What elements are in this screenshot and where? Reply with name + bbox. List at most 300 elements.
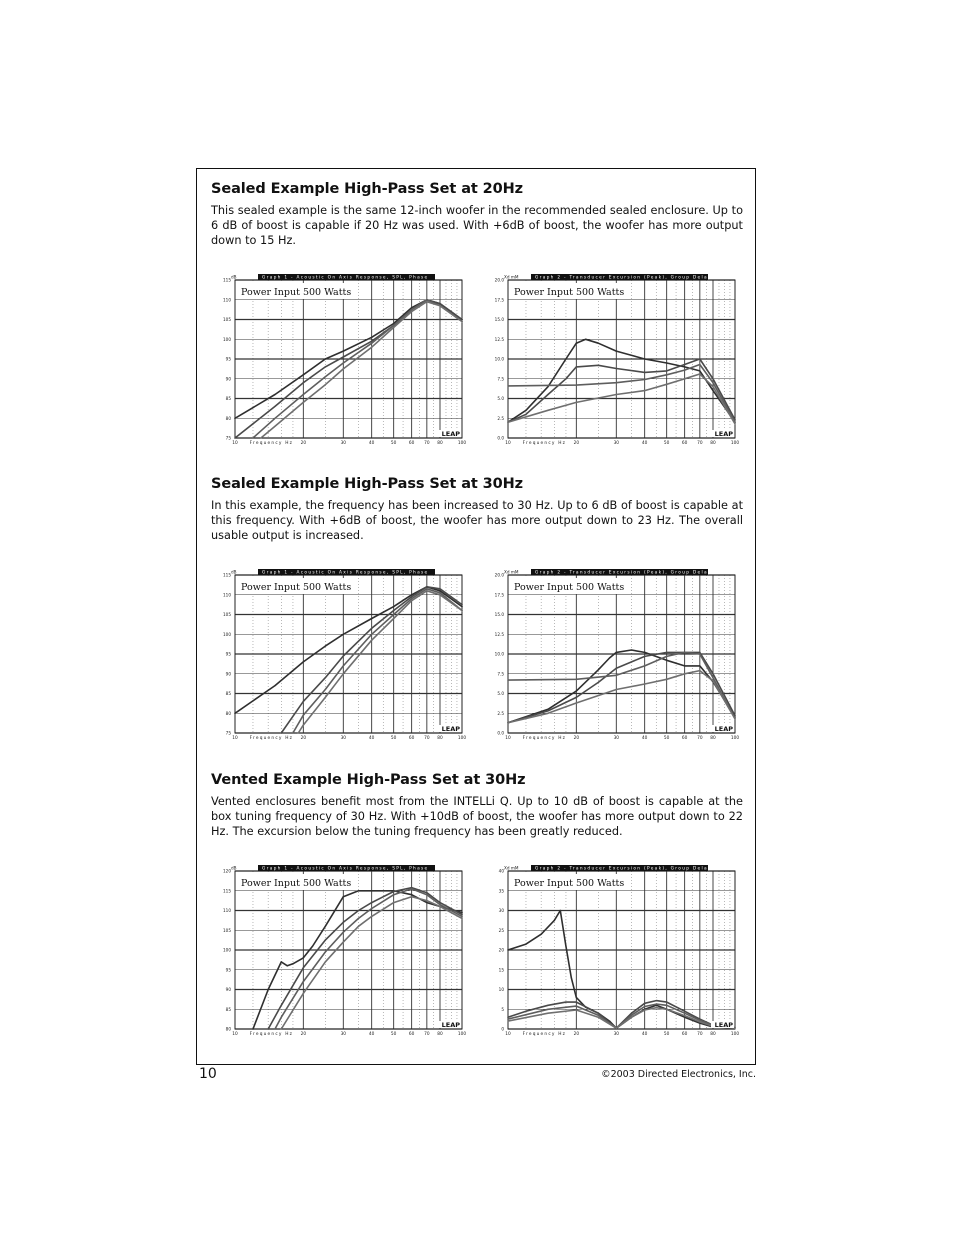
data-point	[287, 965, 288, 966]
data-point	[461, 321, 462, 322]
data-point	[268, 1028, 269, 1029]
x-tick-label: 30	[613, 441, 620, 446]
x-tick-label: 50	[390, 736, 397, 741]
data-point	[507, 680, 508, 681]
x-tick-label: 80	[710, 441, 716, 446]
data-point	[699, 364, 700, 365]
data-point	[712, 390, 713, 391]
data-point	[631, 1015, 632, 1016]
leap-logo: LEAP	[714, 725, 733, 733]
chart-spl-sealed-20hz	[218, 271, 466, 449]
data-point	[644, 656, 645, 657]
data-point	[547, 709, 548, 710]
data-point	[666, 656, 667, 657]
y-tick-label: 10.0	[494, 651, 504, 657]
data-point	[343, 922, 344, 923]
data-point	[666, 679, 667, 680]
y-tick-label: 17.5	[494, 592, 504, 598]
series-line	[235, 300, 462, 438]
y-tick-label: 17.5	[494, 297, 504, 303]
data-point	[666, 374, 667, 375]
data-point	[644, 1009, 645, 1010]
section-sealed-20hz	[211, 181, 743, 248]
data-point	[576, 402, 577, 403]
data-point	[234, 418, 235, 419]
data-point	[343, 362, 344, 363]
data-point	[507, 949, 508, 950]
x-tick-label: 60	[408, 441, 415, 446]
y-tick-label: 85	[225, 691, 231, 696]
y-tick-label: 12.5	[494, 336, 504, 342]
chart-header: Graph 2 - Transducer Excursion (Peak), Group Delay	[535, 866, 712, 872]
data-point	[616, 1028, 617, 1029]
x-tick-label: 80	[437, 441, 443, 446]
chart-header: Graph 1 - Acoustic On Axis Response, SPL, Phase	[262, 570, 429, 576]
data-point	[411, 596, 412, 597]
data-point	[547, 710, 548, 711]
data-point	[734, 1028, 735, 1029]
data-point	[426, 902, 427, 903]
data-point	[312, 945, 313, 946]
data-point	[644, 390, 645, 391]
data-point	[252, 437, 253, 438]
x-tick-label: 30	[613, 1032, 620, 1037]
data-point	[393, 323, 394, 324]
x-tick-label: 20	[300, 736, 307, 741]
chart-header: Graph 1 - Acoustic On Axis Response, SPL, Phase	[262, 866, 429, 872]
section-vented-30hz	[211, 772, 743, 839]
data-point	[666, 660, 667, 661]
data-point	[656, 1007, 657, 1008]
x-axis-label: Frequency Hz	[249, 1032, 294, 1037]
data-point	[656, 1004, 657, 1005]
data-point	[712, 386, 713, 387]
y-tick-label: 20.0	[494, 572, 504, 578]
y-tick-label: 5.0	[497, 396, 504, 401]
data-point	[547, 386, 548, 387]
data-point	[343, 673, 344, 674]
data-point	[525, 1011, 526, 1012]
data-point	[343, 665, 344, 666]
series-line	[253, 300, 462, 438]
leap-logo: LEAP	[714, 430, 733, 438]
y-tick-label: 5.0	[497, 691, 504, 696]
y-tick-label: 5	[501, 1006, 504, 1012]
data-point	[281, 961, 282, 962]
data-point	[393, 614, 394, 615]
y-tick-label: 95	[225, 651, 231, 657]
data-point	[281, 1005, 282, 1006]
x-tick-label: 80	[437, 736, 443, 741]
x-tick-label: 10	[505, 441, 511, 446]
data-point	[461, 319, 462, 320]
y-tick-label: 20.0	[494, 277, 504, 283]
section-sealed-30hz	[211, 476, 743, 543]
series-line	[261, 302, 462, 438]
data-point	[439, 904, 440, 905]
data-point	[325, 697, 326, 698]
y-tick-label: 95	[225, 356, 231, 362]
series-line	[508, 652, 735, 722]
x-tick-label: 10	[505, 736, 511, 741]
data-point	[699, 1020, 700, 1021]
x-tick-label: 100	[730, 1032, 740, 1037]
y-tick-label: 10	[498, 987, 504, 992]
data-point	[325, 366, 326, 367]
data-point	[252, 1028, 253, 1029]
y-tick-label: 85	[225, 396, 231, 401]
leap-logo: LEAP	[441, 1021, 460, 1029]
y-unit-label: Xd mM	[504, 274, 519, 280]
data-point	[644, 1003, 645, 1004]
series-line	[293, 589, 462, 733]
data-point	[303, 957, 304, 958]
data-point	[609, 657, 610, 658]
data-point	[666, 1009, 667, 1010]
x-tick-label: 30	[340, 736, 347, 741]
data-point	[303, 394, 304, 395]
series-line	[268, 888, 462, 1029]
y-tick-label: 110	[223, 592, 231, 598]
data-point	[576, 385, 577, 386]
data-point	[411, 311, 412, 312]
y-tick-label: 85	[225, 1006, 231, 1012]
x-tick-label: 60	[408, 736, 415, 741]
x-tick-label: 50	[663, 441, 670, 446]
data-point	[281, 1017, 282, 1018]
series-line	[298, 591, 462, 733]
data-point	[631, 1013, 632, 1014]
data-point	[547, 410, 548, 411]
x-tick-label: 10	[232, 736, 238, 741]
y-tick-label: 7.5	[497, 376, 504, 382]
data-point	[426, 900, 427, 901]
data-point	[576, 1002, 577, 1003]
data-point	[712, 680, 713, 681]
annotation-text: Power Input 500 Watts	[514, 287, 625, 298]
data-point	[393, 891, 394, 892]
x-tick-label: 80	[437, 1032, 443, 1037]
data-point	[684, 1015, 685, 1016]
data-point	[303, 661, 304, 662]
y-tick-label: 80	[225, 710, 231, 716]
x-tick-label: 70	[424, 1032, 430, 1037]
data-point	[325, 689, 326, 690]
data-point	[439, 590, 440, 591]
data-point	[598, 343, 599, 344]
data-point	[274, 394, 275, 395]
data-point	[684, 673, 685, 674]
y-tick-label: 80	[225, 1026, 231, 1032]
data-point	[393, 894, 394, 895]
chart-excursion-vented-30hz	[491, 862, 739, 1040]
x-tick-label: 30	[613, 736, 620, 741]
data-point	[358, 918, 359, 919]
y-tick-label: 30	[498, 908, 504, 913]
x-tick-label: 70	[697, 441, 703, 446]
data-point	[547, 1013, 548, 1014]
data-point	[426, 894, 427, 895]
data-point	[411, 896, 412, 897]
y-tick-label: 115	[223, 888, 231, 894]
page-number: 10	[199, 1066, 217, 1082]
data-point	[666, 652, 667, 653]
data-point	[565, 358, 566, 359]
y-unit-label: Xd mM	[504, 569, 519, 575]
data-point	[325, 646, 326, 647]
chart-header: Graph 2 - Transducer Excursion (Peak), Group Delay	[535, 570, 712, 576]
data-point	[644, 665, 645, 666]
annotation-text: Power Input 500 Watts	[514, 582, 625, 593]
data-point	[576, 997, 577, 998]
data-point	[371, 618, 372, 619]
data-point	[666, 1002, 667, 1003]
y-tick-label: 15.0	[494, 317, 504, 322]
y-tick-label: 75	[225, 435, 231, 441]
data-point	[699, 370, 700, 371]
data-point	[439, 902, 440, 903]
x-tick-label: 50	[663, 1032, 670, 1037]
data-point	[656, 1000, 657, 1001]
x-tick-label: 100	[730, 441, 740, 446]
data-point	[343, 368, 344, 369]
y-tick-label: 80	[225, 415, 231, 421]
data-point	[684, 370, 685, 371]
data-point	[616, 382, 617, 383]
data-point	[371, 902, 372, 903]
data-point	[439, 303, 440, 304]
data-point	[712, 673, 713, 674]
data-point	[292, 732, 293, 733]
data-point	[411, 307, 412, 308]
data-point	[565, 378, 566, 379]
x-tick-label: 20	[573, 441, 580, 446]
x-tick-label: 80	[710, 736, 716, 741]
y-tick-label: 7.5	[497, 671, 504, 677]
y-tick-label: 35	[498, 888, 504, 894]
data-point	[303, 993, 304, 994]
data-point	[371, 890, 372, 891]
data-point	[507, 722, 508, 723]
data-point	[371, 640, 372, 641]
data-point	[343, 351, 344, 352]
section-body: This sealed example is the same 12-inch woofer in the recommended sealed enclosure. Up to 6 dB of boost is capable if 20 Hz was used. With +6dB of boost, the woofer has more output down to 15 Hz.	[211, 204, 743, 247]
data-point	[325, 961, 326, 962]
data-point	[684, 652, 685, 653]
y-tick-label: 90	[225, 671, 231, 677]
data-point	[576, 697, 577, 698]
data-point	[644, 358, 645, 359]
data-point	[576, 679, 577, 680]
section-body: In this example, the frequency has been increased to 30 Hz. Up to 6 dB of boost is capable at this frequency. With +6dB of boost, the woofer has more output down to 23 Hz. The overall usable output is increased.	[211, 499, 743, 542]
x-axis-label: Frequency Hz	[522, 736, 567, 741]
data-point	[292, 963, 293, 964]
y-unit-label: dB	[231, 274, 237, 280]
data-point	[644, 372, 645, 373]
leap-logo: LEAP	[441, 430, 460, 438]
x-tick-label: 20	[300, 1032, 307, 1037]
x-tick-label: 40	[368, 1032, 375, 1037]
data-point	[274, 685, 275, 686]
data-point	[734, 715, 735, 716]
data-point	[576, 1006, 577, 1007]
x-tick-label: 40	[368, 736, 375, 741]
x-tick-label: 60	[681, 1032, 688, 1037]
data-point	[525, 410, 526, 411]
y-tick-label: 2.5	[497, 415, 504, 421]
x-tick-label: 40	[641, 736, 648, 741]
data-point	[426, 892, 427, 893]
data-point	[274, 418, 275, 419]
section-title: Sealed Example High-Pass Set at 20Hz	[211, 181, 524, 197]
y-unit-label: dB	[231, 865, 237, 871]
data-point	[644, 1006, 645, 1007]
data-point	[439, 588, 440, 589]
data-point	[598, 365, 599, 366]
data-point	[684, 1017, 685, 1018]
data-point	[461, 918, 462, 919]
data-point	[371, 628, 372, 629]
data-point	[274, 1028, 275, 1029]
y-tick-label: 110	[223, 297, 231, 303]
data-point	[712, 382, 713, 383]
x-tick-label: 30	[340, 1032, 347, 1037]
data-point	[325, 376, 326, 377]
data-point	[325, 384, 326, 385]
y-unit-label: dB	[231, 569, 237, 575]
x-tick-label: 100	[457, 441, 467, 446]
section-title: Sealed Example High-Pass Set at 30Hz	[211, 476, 524, 492]
data-point	[507, 1019, 508, 1020]
x-tick-label: 10	[505, 1032, 511, 1037]
data-point	[598, 1013, 599, 1014]
data-point	[393, 618, 394, 619]
y-tick-label: 25	[498, 927, 504, 933]
data-point	[371, 908, 372, 909]
data-point	[343, 356, 344, 357]
x-tick-label: 100	[457, 736, 467, 741]
x-tick-label: 40	[368, 441, 375, 446]
data-point	[371, 634, 372, 635]
data-point	[560, 910, 561, 911]
data-point	[684, 665, 685, 666]
y-tick-label: 0	[501, 1026, 504, 1032]
data-point	[644, 652, 645, 653]
y-tick-label: 120	[223, 868, 231, 874]
data-point	[371, 347, 372, 348]
data-point	[571, 977, 572, 978]
data-point	[343, 896, 344, 897]
data-point	[712, 677, 713, 678]
data-point	[616, 394, 617, 395]
data-point	[343, 942, 344, 943]
data-point	[576, 343, 577, 344]
data-point	[616, 368, 617, 369]
y-tick-label: 100	[223, 947, 231, 953]
data-point	[565, 945, 566, 946]
x-axis-label: Frequency Hz	[249, 441, 294, 446]
data-point	[393, 325, 394, 326]
data-point	[461, 912, 462, 913]
x-tick-label: 50	[663, 736, 670, 741]
data-point	[393, 327, 394, 328]
data-point	[507, 422, 508, 423]
x-tick-label: 70	[697, 1032, 703, 1037]
data-point	[547, 1005, 548, 1006]
y-tick-label: 15.0	[494, 612, 504, 617]
x-axis-label: Frequency Hz	[249, 736, 294, 741]
data-point	[507, 1017, 508, 1018]
data-point	[565, 1002, 566, 1003]
y-tick-label: 20	[498, 947, 504, 953]
chart-header: Graph 1 - Acoustic On Axis Response, SPL, Phase	[262, 275, 429, 281]
data-point	[325, 940, 326, 941]
y-tick-label: 95	[225, 967, 231, 973]
chart-excursion-sealed-30hz	[491, 566, 739, 744]
data-point	[439, 592, 440, 593]
data-point	[303, 701, 304, 702]
x-tick-label: 10	[232, 441, 238, 446]
y-tick-label: 100	[223, 631, 231, 637]
x-tick-label: 100	[730, 736, 740, 741]
y-unit-label: Xd mM	[504, 865, 519, 871]
data-point	[260, 437, 261, 438]
annotation-text: Power Input 500 Watts	[241, 878, 352, 889]
chart-spl-sealed-30hz	[218, 566, 466, 744]
data-point	[426, 586, 427, 587]
data-point	[616, 675, 617, 676]
data-point	[644, 379, 645, 380]
x-tick-label: 80	[710, 1032, 716, 1037]
data-point	[734, 423, 735, 424]
y-tick-label: 2.5	[497, 710, 504, 716]
annotation-text: Power Input 500 Watts	[241, 582, 352, 593]
data-point	[411, 894, 412, 895]
x-tick-label: 60	[408, 1032, 415, 1037]
y-tick-label: 40	[498, 868, 504, 874]
x-tick-label: 40	[641, 1032, 648, 1037]
data-point	[699, 670, 700, 671]
data-point	[666, 370, 667, 371]
series-line	[508, 671, 735, 723]
data-point	[507, 385, 508, 386]
data-point	[411, 888, 412, 889]
x-tick-label: 70	[697, 736, 703, 741]
data-point	[393, 902, 394, 903]
data-point	[684, 1013, 685, 1014]
data-point	[699, 653, 700, 654]
y-tick-label: 90	[225, 987, 231, 992]
data-point	[598, 669, 599, 670]
data-point	[343, 655, 344, 656]
y-tick-label: 12.5	[494, 631, 504, 637]
data-point	[525, 944, 526, 945]
data-point	[576, 366, 577, 367]
data-point	[631, 1017, 632, 1018]
data-point	[598, 1017, 599, 1018]
data-point	[268, 989, 269, 990]
data-point	[411, 594, 412, 595]
data-point	[699, 1021, 700, 1022]
data-point	[461, 606, 462, 607]
chart-header: Graph 2 - Transducer Excursion (Peak), Group Delay	[535, 275, 712, 281]
data-point	[699, 373, 700, 374]
data-point	[393, 606, 394, 607]
data-point	[325, 951, 326, 952]
data-point	[303, 981, 304, 982]
x-axis-label: Frequency Hz	[522, 441, 567, 446]
data-point	[631, 649, 632, 650]
